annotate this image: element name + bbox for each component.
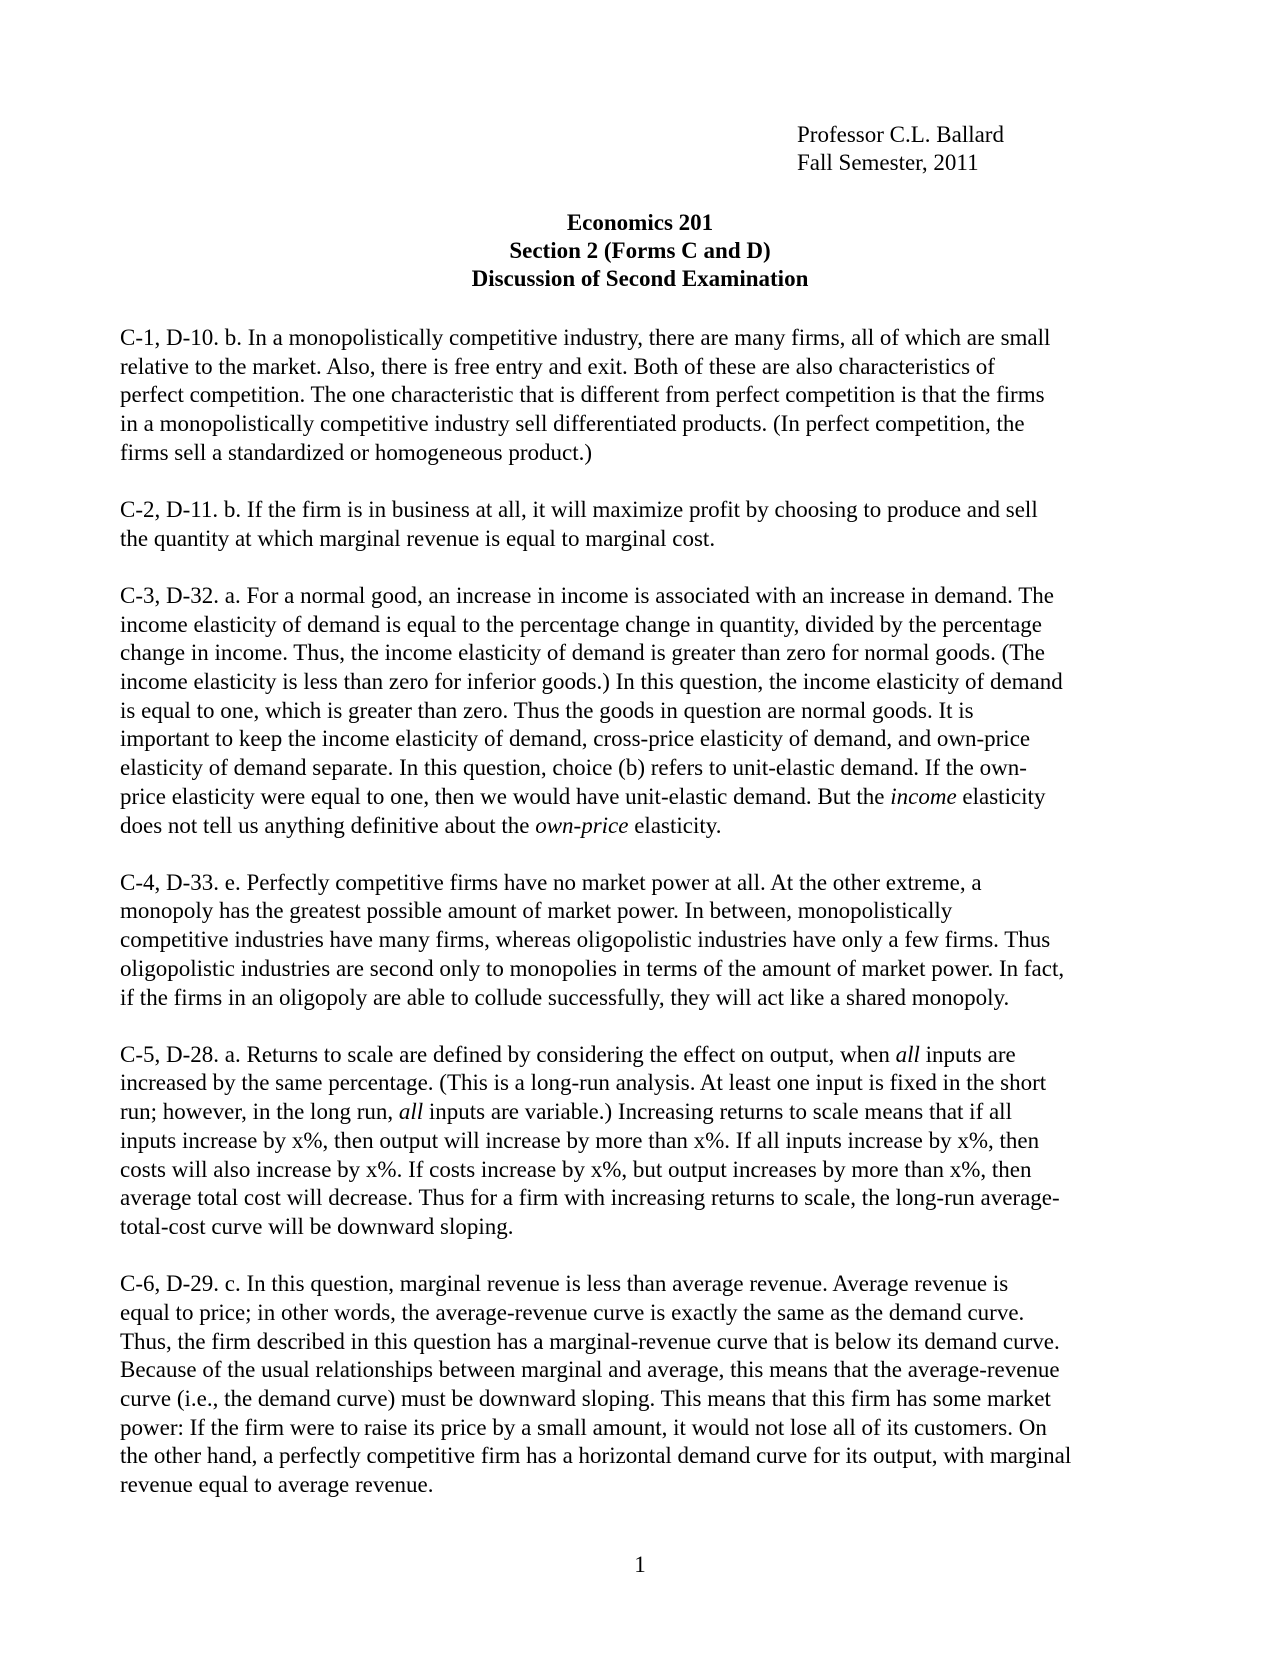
text-line xyxy=(120,812,1165,841)
text-run: elasticity. xyxy=(628,812,722,838)
text-line: power: If the firm were to raise its price by a small amount, it would not lose all of its customers. On xyxy=(120,1414,1047,1440)
answer-paragraph-c6-d29 xyxy=(120,1270,1165,1500)
text-line: in a monopolistically competitive industry sell differentiated products. (In perfect competition, the xyxy=(120,411,1025,437)
answer-paragraph-c4-d33 xyxy=(120,869,1165,1013)
text-line: competitive industries have many firms, whereas oligopolistic industries have only a few firms. Thus xyxy=(120,927,1051,953)
text-line: Because of the usual relationships between marginal and average, this means that the average-revenue xyxy=(120,1357,1060,1383)
text-line xyxy=(120,783,1165,812)
text-line: the other hand, a perfectly competitive firm has a horizontal demand curve for its output, with marginal xyxy=(120,1443,1072,1469)
text-line xyxy=(120,1041,1165,1070)
text-line: if the firms in an oligopoly are able to collude successfully, they will act like a shared monopoly. xyxy=(120,984,1010,1010)
text-line: relative to the market. Also, there is free entry and exit. Both of these are also characteristics of xyxy=(120,353,995,379)
text-line: costs will also increase by x%. If costs increase by x%, but output increases by more than x%, then xyxy=(120,1156,1032,1182)
text-line xyxy=(120,1098,1165,1127)
text-line: income elasticity of demand is equal to the percentage change in quantity, divided by the percentage xyxy=(120,611,1042,637)
text-line: monopoly has the greatest possible amount of market power. In between, monopolistically xyxy=(120,898,953,924)
answer-paragraph-c3-d32 xyxy=(120,582,1165,840)
answer-paragraph-c1-d10 xyxy=(120,324,1165,468)
page-number: 1 xyxy=(634,1552,646,1577)
semester: Fall Semester, 2011 xyxy=(797,150,979,175)
text-line: elasticity of demand separate. In this question, choice (b) refers to unit-elastic demand. If the own- xyxy=(120,755,1027,781)
text-line: C-1, D-10. b. In a monopolistically competitive industry, there are many firms, all of which are small xyxy=(120,325,1051,350)
title-block xyxy=(0,209,1280,293)
text-line: increased by the same percentage. (This is a long-run analysis. At least one input is fixed in the short xyxy=(120,1070,1047,1096)
text-run: inputs are xyxy=(919,1041,1016,1067)
text-line: oligopolistic industries are second only to monopolies in terms of the amount of market power. In fact, xyxy=(120,955,1065,981)
text-line: C-6, D-29. c. In this question, marginal revenue is less than average revenue. Average revenue is xyxy=(120,1271,1009,1297)
text-line: C-4, D-33. e. Perfectly competitive firms have no market power at all. At the other extreme, a xyxy=(120,869,982,895)
text-run: run; however, in the long run, xyxy=(120,1099,399,1125)
text-line: Thus, the firm described in this question has a marginal-revenue curve that is below its demand curve. xyxy=(120,1328,1060,1354)
text-run: does not tell us anything definitive about the xyxy=(120,812,536,838)
course-title: Economics 201 xyxy=(566,210,714,235)
answer-paragraph-c5-d28 xyxy=(120,1041,1165,1242)
text-line: curve (i.e., the demand curve) must be downward sloping. This means that this firm has some market xyxy=(120,1386,1051,1411)
italic-term: all xyxy=(398,1099,424,1125)
text-run: price elasticity were equal to one, then we would have unit-elastic demand. But the xyxy=(120,783,891,809)
text-line: equal to price; in other words, the average-revenue curve is exactly the same as the demand curve. xyxy=(120,1299,1025,1325)
text-line: total-cost curve will be downward sloping. xyxy=(120,1213,514,1239)
text-line: perfect competition. The one characteristic that is different from perfect competition is that the firms xyxy=(120,382,1045,408)
answer-paragraph-c2-d11 xyxy=(120,496,1165,553)
document-body xyxy=(120,324,1165,1528)
text-line: revenue equal to average revenue. xyxy=(120,1472,434,1498)
text-line: is equal to one, which is greater than zero. Thus the goods in question are normal goods. It is xyxy=(120,697,974,723)
text-line: inputs increase by x%, then output will increase by more than x%. If all inputs increase by x%, then xyxy=(120,1127,1040,1153)
text-run: C-5, D-28. a. Returns to scale are defined by considering the effect on output, when xyxy=(120,1041,896,1067)
text-line: the quantity at which marginal revenue is equal to marginal cost. xyxy=(120,525,716,551)
text-line: important to keep the income elasticity of demand, cross-price elasticity of demand, and own-price xyxy=(120,726,1031,752)
text-line: C-2, D-11. b. If the firm is in business at all, it will maximize profit by choosing to produce and sell xyxy=(120,497,1038,523)
italic-term: all xyxy=(895,1041,920,1067)
text-line: average total cost will decrease. Thus for a firm with increasing returns to scale, the long-run average- xyxy=(120,1185,1060,1211)
document-subject: Discussion of Second Examination xyxy=(471,266,809,291)
text-run: inputs are variable.) Increasing returns to scale means that if all xyxy=(423,1099,1012,1125)
text-run: elasticity xyxy=(956,783,1046,809)
text-line: firms sell a standardized or homogeneous product.) xyxy=(120,439,593,465)
header-block xyxy=(797,121,1004,177)
text-line: C-3, D-32. a. For a normal good, an increase in income is associated with an increase in demand. The xyxy=(120,582,1054,608)
italic-term: income xyxy=(890,783,957,809)
text-line: income elasticity is less than zero for inferior goods.) In this question, the income elasticity of demand xyxy=(120,669,1063,695)
section-title: Section 2 (Forms C and D) xyxy=(509,238,771,263)
text-line: change in income. Thus, the income elasticity of demand is greater than zero for normal goods. (The xyxy=(120,640,1046,666)
italic-term: own-price xyxy=(535,812,629,838)
professor-name: Professor C.L. Ballard xyxy=(797,122,1004,147)
